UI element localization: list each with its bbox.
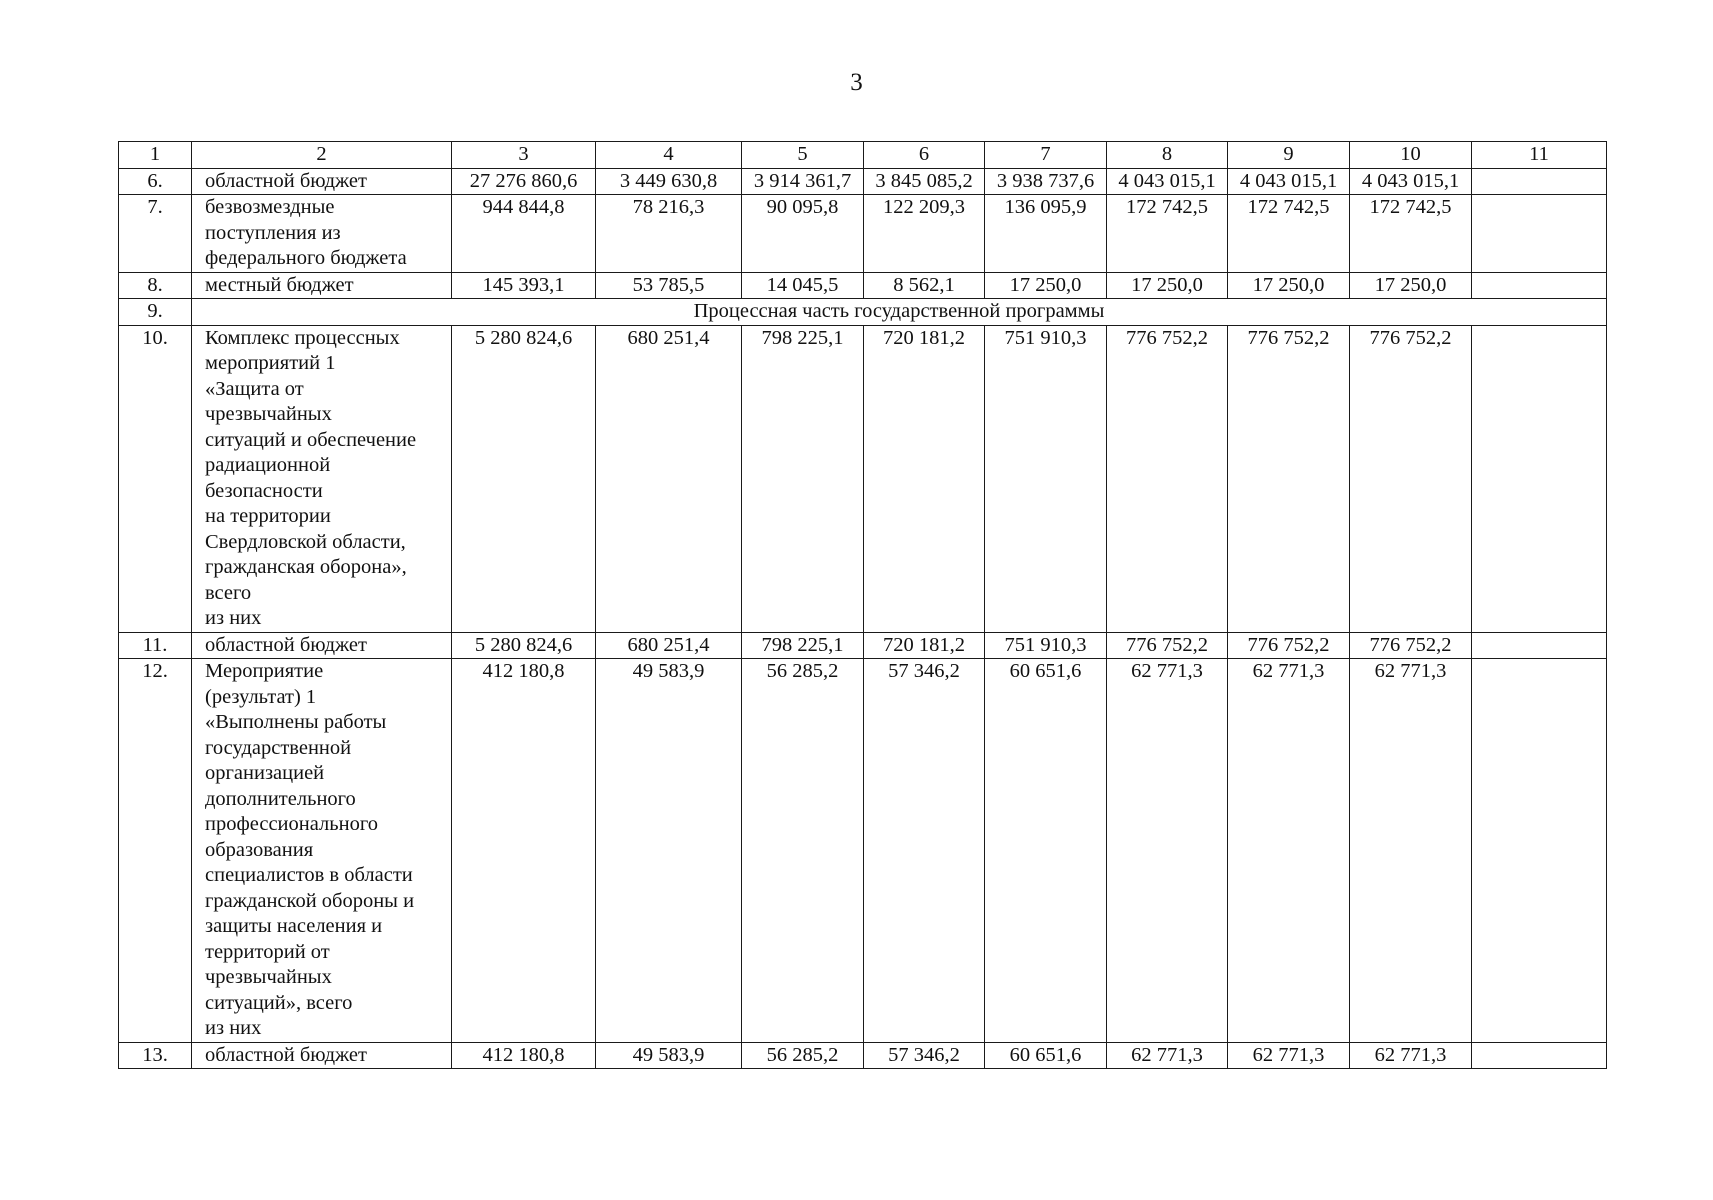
- column-11-cell: [1472, 632, 1607, 659]
- header-cell: 3: [452, 142, 596, 169]
- column-11-cell: [1472, 659, 1607, 1043]
- table-row: [119, 659, 1607, 1043]
- column-11-cell: [1472, 168, 1607, 195]
- value-cell: 172 742,5: [1350, 195, 1472, 273]
- value-cell: 17 250,0: [1228, 272, 1350, 299]
- row-number: 10.: [119, 325, 192, 632]
- value-cell: 60 651,6: [985, 659, 1107, 1043]
- header-cell: 1: [119, 142, 192, 169]
- value-cell: 776 752,2: [1228, 632, 1350, 659]
- row-number: 11.: [119, 632, 192, 659]
- row-name-line: областной бюджет: [205, 633, 367, 656]
- row-name-line: всего: [205, 581, 252, 604]
- row-number: 7.: [119, 195, 192, 273]
- value-cell: 3 914 361,7: [742, 168, 864, 195]
- row-name-line: ситуаций и обеспечение: [205, 428, 417, 451]
- row-name-line: профессионального: [205, 813, 378, 835]
- value-cell: 90 095,8: [742, 195, 864, 273]
- header-cell: 10: [1350, 142, 1472, 169]
- value-cell: 680 251,4: [596, 632, 742, 659]
- row-name-line: ситуаций», всего: [205, 991, 353, 1014]
- column-11-cell: [1472, 272, 1607, 299]
- value-cell: 62 771,3: [1350, 1042, 1472, 1069]
- value-cell: 3 449 630,8: [596, 168, 742, 195]
- value-cell: 3 938 737,6: [985, 168, 1107, 195]
- value-cell: 27 276 860,6: [452, 168, 596, 195]
- value-cell: 776 752,2: [1350, 632, 1472, 659]
- header-cell: 6: [864, 142, 985, 169]
- row-name-line: безвозмездные: [205, 196, 335, 218]
- value-cell: 56 285,2: [742, 659, 864, 1043]
- row-name-line: областной бюджет: [205, 1043, 367, 1066]
- row-name: [192, 272, 452, 299]
- section-row: [119, 299, 1607, 326]
- row-name-line: Мероприятие: [205, 660, 324, 682]
- row-name-line: федерального бюджета: [205, 247, 407, 269]
- row-name-line: из них: [205, 1017, 262, 1039]
- value-cell: 720 181,2: [864, 325, 985, 632]
- value-cell: 49 583,9: [596, 1042, 742, 1069]
- value-cell: 172 742,5: [1107, 195, 1228, 273]
- value-cell: 4 043 015,1: [1350, 168, 1472, 195]
- section-title: Процессная часть государственной программы: [192, 299, 1607, 326]
- row-name-line: образования: [205, 838, 314, 861]
- row-name-line: «Защита от: [205, 377, 304, 400]
- header-cell: 7: [985, 142, 1107, 169]
- header-cell: 9: [1228, 142, 1350, 169]
- value-cell: 776 752,2: [1107, 325, 1228, 632]
- value-cell: 57 346,2: [864, 1042, 985, 1069]
- row-name: [192, 1042, 452, 1069]
- row-name: [192, 632, 452, 659]
- header-cell: 2: [192, 142, 452, 169]
- value-cell: 145 393,1: [452, 272, 596, 299]
- value-cell: 4 043 015,1: [1228, 168, 1350, 195]
- value-cell: 17 250,0: [1350, 272, 1472, 299]
- value-cell: 412 180,8: [452, 1042, 596, 1069]
- row-number: 9.: [119, 299, 192, 326]
- value-cell: 776 752,2: [1228, 325, 1350, 632]
- row-number: 13.: [119, 1042, 192, 1069]
- row-name-line: дополнительного: [205, 787, 356, 810]
- value-cell: 62 771,3: [1350, 659, 1472, 1043]
- value-cell: 5 280 824,6: [452, 325, 596, 632]
- value-cell: 78 216,3: [596, 195, 742, 273]
- value-cell: 776 752,2: [1350, 325, 1472, 632]
- row-name-line: территорий от: [205, 940, 330, 963]
- value-cell: 751 910,3: [985, 325, 1107, 632]
- value-cell: 62 771,3: [1228, 1042, 1350, 1069]
- column-11-cell: [1472, 325, 1607, 632]
- row-name-line: «Выполнены работы: [205, 711, 387, 733]
- value-cell: 776 752,2: [1107, 632, 1228, 659]
- value-cell: 798 225,1: [742, 325, 864, 632]
- row-name-line: (результат) 1: [205, 685, 317, 708]
- row-name-line: мероприятий 1: [205, 352, 336, 374]
- row-name-line: защиты населения и: [205, 915, 383, 937]
- value-cell: 944 844,8: [452, 195, 596, 273]
- row-name-line: чрезвычайных: [205, 403, 332, 425]
- row-name-line: из них: [205, 607, 262, 629]
- header-row: [119, 142, 1607, 169]
- header-cell: 8: [1107, 142, 1228, 169]
- value-cell: 751 910,3: [985, 632, 1107, 659]
- value-cell: 122 209,3: [864, 195, 985, 273]
- budget-table: [118, 141, 1607, 1069]
- row-name-line: государственной: [205, 736, 352, 759]
- row-name-line: Свердловской области,: [205, 530, 406, 553]
- row-name: [192, 195, 452, 273]
- value-cell: 60 651,6: [985, 1042, 1107, 1069]
- value-cell: 136 095,9: [985, 195, 1107, 273]
- value-cell: 798 225,1: [742, 632, 864, 659]
- value-cell: 680 251,4: [596, 325, 742, 632]
- column-11-cell: [1472, 1042, 1607, 1069]
- value-cell: 8 562,1: [864, 272, 985, 299]
- header-cell: 11: [1472, 142, 1607, 169]
- row-name-line: безопасности: [205, 479, 323, 502]
- header-cell: 4: [596, 142, 742, 169]
- row-name: [192, 325, 452, 632]
- row-name-line: поступления из: [205, 221, 341, 244]
- value-cell: 3 845 085,2: [864, 168, 985, 195]
- table-row: [119, 168, 1607, 195]
- value-cell: 17 250,0: [985, 272, 1107, 299]
- table-row: [119, 632, 1607, 659]
- value-cell: 49 583,9: [596, 659, 742, 1043]
- row-name-line: организацией: [205, 762, 325, 784]
- table-row: [119, 195, 1607, 273]
- value-cell: 172 742,5: [1228, 195, 1350, 273]
- table-row: [119, 272, 1607, 299]
- row-number: 8.: [119, 272, 192, 299]
- row-name-line: местный бюджет: [205, 273, 354, 296]
- value-cell: 720 181,2: [864, 632, 985, 659]
- row-number: 12.: [119, 659, 192, 1043]
- page-number: 3: [850, 69, 863, 96]
- row-name-line: областной бюджет: [205, 169, 367, 192]
- value-cell: 56 285,2: [742, 1042, 864, 1069]
- table-row: [119, 1042, 1607, 1069]
- row-name-line: чрезвычайных: [205, 966, 332, 988]
- value-cell: 412 180,8: [452, 659, 596, 1043]
- column-11-cell: [1472, 195, 1607, 273]
- row-name-line: гражданская оборона»,: [205, 556, 407, 578]
- row-name-line: на территории: [205, 505, 331, 527]
- row-name: [192, 659, 452, 1043]
- value-cell: 62 771,3: [1228, 659, 1350, 1043]
- header-cell: 5: [742, 142, 864, 169]
- table-body: [119, 142, 1607, 1069]
- value-cell: 62 771,3: [1107, 1042, 1228, 1069]
- value-cell: 53 785,5: [596, 272, 742, 299]
- value-cell: 4 043 015,1: [1107, 168, 1228, 195]
- row-name-line: Комплекс процессных: [205, 326, 400, 349]
- value-cell: 17 250,0: [1107, 272, 1228, 299]
- value-cell: 5 280 824,6: [452, 632, 596, 659]
- value-cell: 62 771,3: [1107, 659, 1228, 1043]
- row-name-line: специалистов в области: [205, 864, 413, 886]
- row-name-line: гражданской обороны и: [205, 889, 415, 912]
- row-name-line: радиационной: [205, 454, 331, 476]
- table-row: [119, 325, 1607, 632]
- value-cell: 57 346,2: [864, 659, 985, 1043]
- row-number: 6.: [119, 168, 192, 195]
- value-cell: 14 045,5: [742, 272, 864, 299]
- row-name: [192, 168, 452, 195]
